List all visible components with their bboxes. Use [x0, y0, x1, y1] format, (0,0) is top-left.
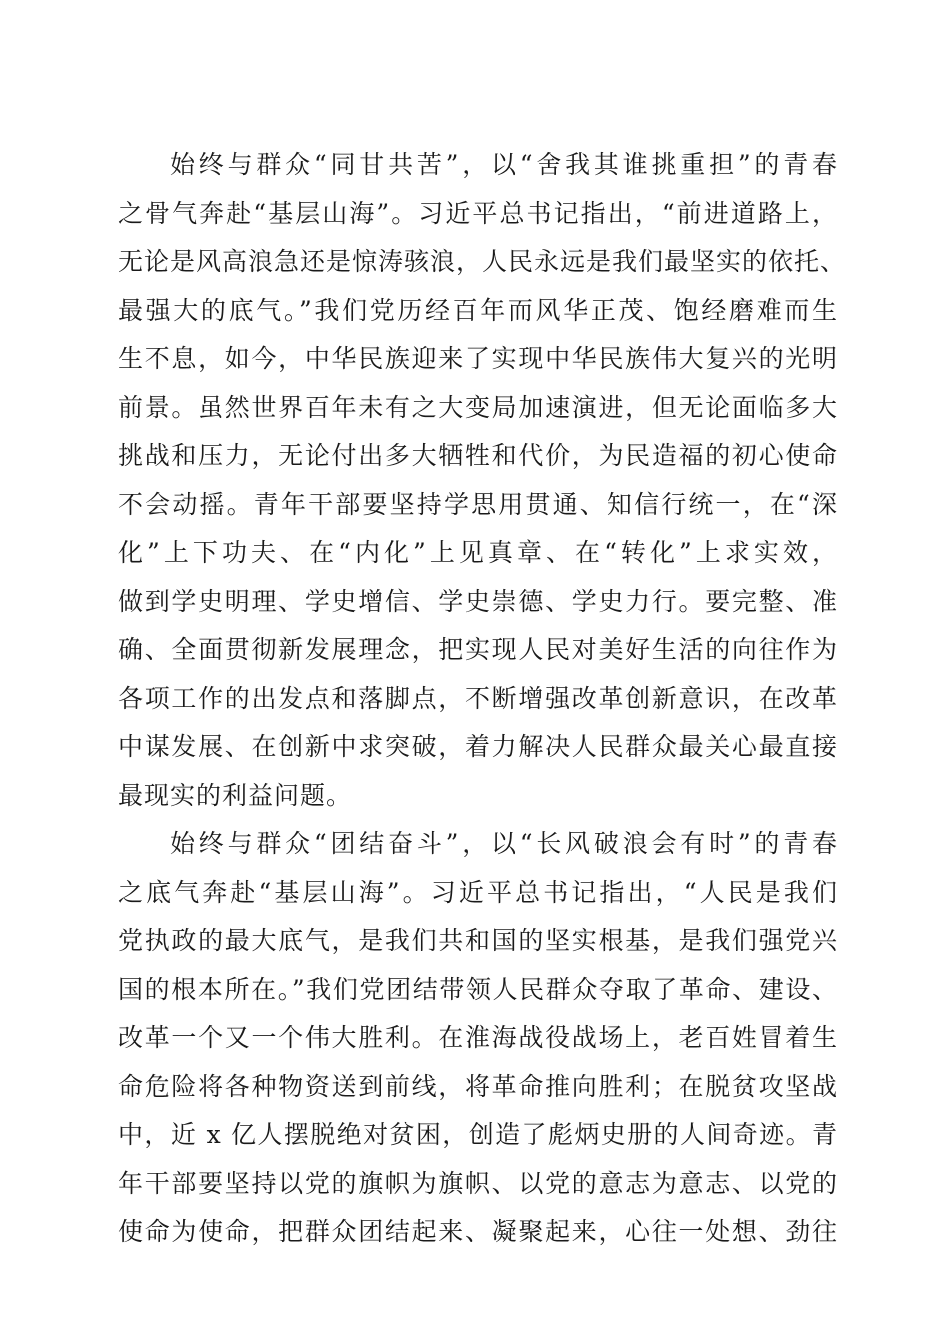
- text-line: 最强大的底气。”我们党历经百年而风华正茂、饱经磨难而生: [118, 295, 838, 325]
- text-line: 最现实的利益问题。: [118, 780, 353, 810]
- text-line: 国的根本所在。”我们党团结带领人民群众夺取了革命、建设、: [118, 974, 838, 1004]
- paragraph-1: [118, 141, 847, 820]
- text-line: 中，近 x 亿人摆脱绝对贫困，创造了彪炳史册的人间奇迹。青: [118, 1120, 838, 1149]
- paragraph-2: [118, 820, 838, 1257]
- text-line: 无论是风高浪急还是惊涛骇浪，人民永远是我们最坚实的依托、: [118, 247, 847, 276]
- text-line: 党执政的最大底气，是我们共和国的坚实根基，是我们强党兴: [118, 926, 838, 955]
- text-line: 做到学史明理、学史增信、学史崇德、学史力行。要完整、准: [118, 586, 838, 616]
- text-line: 确、全面贯彻新发展理念，把实现人民对美好生活的向往作为: [118, 635, 838, 664]
- text-line: 中谋发展、在创新中求突破，着力解决人民群众最关心最直接: [118, 732, 838, 761]
- text-line: 使命为使命，把群众团结起来、凝聚起来，心往一处想、劲往: [118, 1217, 838, 1246]
- text-line: 始终与群众“同甘共苦”，以“舍我其谁挑重担”的青春: [170, 150, 838, 179]
- text-line: 改革一个又一个伟大胜利。在淮海战役战场上，老百姓冒着生: [118, 1023, 838, 1052]
- text-line: 化”上下功夫、在“内化”上见真章、在“转化”上求实效，: [118, 538, 838, 567]
- text-line: 各项工作的出发点和落脚点，不断增强改革创新意识，在改革: [118, 683, 838, 713]
- text-line: 始终与群众“团结奋斗”，以“长风破浪会有时”的青春: [170, 829, 838, 858]
- text-line: 之底气奔赴“基层山海”。习近平总书记指出，“人民是我们: [118, 877, 838, 907]
- text-line: 命危险将各种物资送到前线，将革命推向胜利；在脱贫攻坚战: [118, 1071, 838, 1101]
- text-line: 挑战和压力，无论付出多大牺牲和代价，为民造福的初心使命: [118, 441, 838, 470]
- text-line: 前景。虽然世界百年未有之大变局加速演进，但无论面临多大: [118, 392, 838, 422]
- text-line: 不会动摇。青年干部要坚持学思用贯通、知信行统一，在“深: [118, 489, 838, 519]
- text-line: 年干部要坚持以党的旗帜为旗帜、以党的意志为意志、以党的: [118, 1168, 838, 1198]
- text-line: 生不息，如今，中华民族迎来了实现中华民族伟大复兴的光明: [118, 344, 838, 373]
- document-body: [118, 141, 847, 1257]
- text-line: 之骨气奔赴“基层山海”。习近平总书记指出，“前进道路上，: [118, 198, 838, 228]
